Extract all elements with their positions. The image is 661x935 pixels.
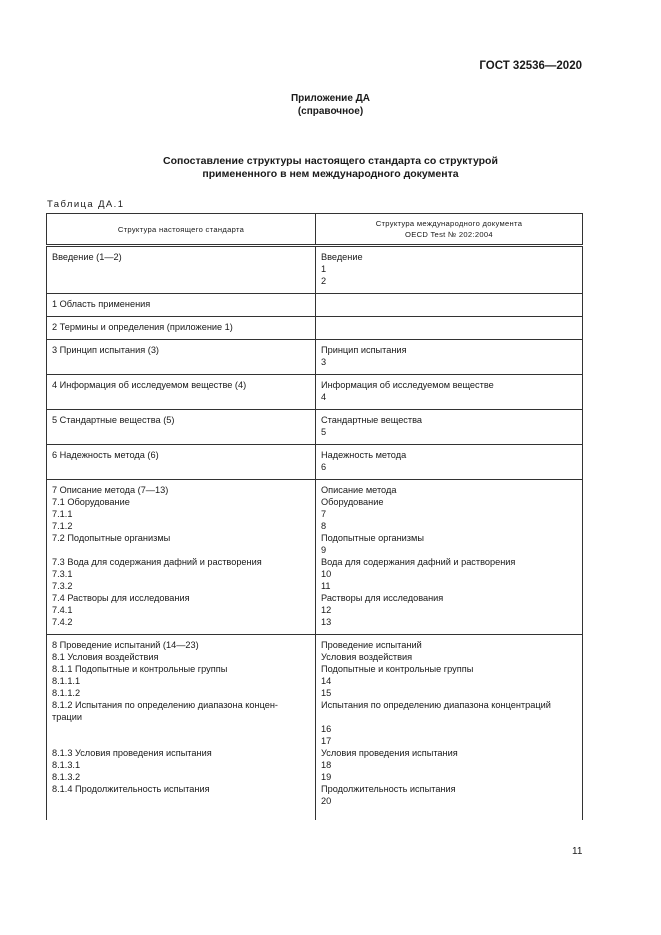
annex-title: Приложение ДА	[290, 93, 371, 104]
cell-line: 1 Область применения	[52, 299, 151, 309]
cell-line: 11	[321, 581, 331, 591]
table-body	[47, 246, 583, 821]
table-cell-left	[47, 294, 316, 317]
cell-line: 6	[321, 462, 327, 472]
table-cell-left	[47, 317, 316, 340]
table-cell-left	[47, 445, 316, 480]
table-cell-left	[47, 635, 316, 821]
table-cell-left	[47, 340, 316, 375]
table-row	[47, 375, 583, 410]
cell-line: Вода для содержания дафний и растворения	[321, 557, 516, 567]
cell-line: Оборудование	[321, 497, 384, 507]
cell-line: 8.1.1.1	[52, 676, 81, 686]
cell-line: 7.1.2	[52, 521, 73, 531]
cell-line: Введение	[321, 252, 363, 262]
cell-line: 7.3.2	[52, 581, 73, 591]
cell-line: 17	[321, 736, 332, 746]
cell-line: 19	[321, 772, 332, 782]
cell-line: 15	[321, 688, 332, 698]
cell-line: 7	[321, 509, 327, 519]
table-row	[47, 340, 583, 375]
cell-line: 8 Проведение испытаний (14—23)	[52, 640, 199, 650]
header-cell-right	[316, 214, 583, 246]
cell-line: 7.1 Оборудование	[52, 497, 130, 507]
cell-line: Растворы для исследования	[321, 593, 444, 603]
annex-subtitle: (справочное)	[297, 106, 364, 117]
cell-line: Условия проведения испытания	[321, 748, 458, 758]
table-cell-right	[316, 294, 583, 317]
table-cell-right	[316, 480, 583, 635]
cell-line: 7.1.1	[52, 509, 73, 519]
cell-line: Условия воздействия	[321, 652, 413, 662]
table-cell-right	[316, 340, 583, 375]
table-cell-right	[316, 410, 583, 445]
cell-line	[52, 544, 310, 556]
cell-line: Испытания по определению диапазона концентраций	[321, 700, 551, 710]
cell-line: 7 Описание метода (7—13)	[52, 485, 169, 495]
cell-line: Описание метода	[321, 485, 397, 495]
table-cell-right	[316, 445, 583, 480]
cell-line: Стандартные вещества	[321, 415, 422, 425]
cell-line: Проведение испытаний	[321, 640, 422, 650]
cell-line	[52, 795, 310, 807]
cell-line: 2	[321, 276, 327, 286]
cell-line: 8.1.3 Условия проведения испытания	[52, 748, 212, 758]
cell-line: 5 Стандартные вещества (5)	[52, 415, 175, 425]
cell-line	[52, 723, 310, 735]
section-title	[0, 155, 661, 181]
table-row	[47, 480, 583, 635]
cell-line: 2 Термины и определения (приложение 1)	[52, 322, 233, 332]
cell-line: Продолжительность испытания	[321, 784, 456, 794]
cell-line: 8	[321, 521, 327, 531]
cell-line: 7.4.1	[52, 605, 73, 615]
header-cell-left: Структура настоящего стандарта	[47, 214, 316, 246]
cell-line: 4	[321, 392, 327, 402]
cell-line	[321, 711, 577, 723]
cell-line: 8.1.4 Продолжительность испытания	[52, 784, 210, 794]
cell-line: 14	[321, 676, 332, 686]
table-row	[47, 294, 583, 317]
cell-line: 7.4.2	[52, 617, 73, 627]
cell-line: 8.1.2 Испытания по определению диапазона концен-	[52, 700, 278, 710]
cell-line: 9	[321, 545, 327, 555]
cell-line: 16	[321, 724, 332, 734]
section-title-line2: примененного в нем международного документа	[202, 168, 459, 180]
table-cell-right	[316, 246, 583, 294]
table-header-row	[47, 214, 583, 246]
comparison-table	[46, 213, 583, 820]
table-cell-left	[47, 246, 316, 294]
cell-line: 8.1 Условия воздействия	[52, 652, 159, 662]
cell-line: 6 Надежность метода (6)	[52, 450, 159, 460]
cell-line: 3 Принцип испытания (3)	[52, 345, 159, 355]
cell-line: 3	[321, 357, 327, 367]
header-right-line1: Структура международного документа	[375, 219, 523, 228]
cell-line: Надежность метода	[321, 450, 407, 460]
cell-line: Подопытные и контрольные группы	[321, 664, 474, 674]
cell-line: 8.1.1 Подопытные и контрольные группы	[52, 664, 228, 674]
cell-line: 12	[321, 605, 332, 615]
cell-line: 20	[321, 796, 332, 806]
section-title-line1: Сопоставление структуры настоящего стандарта со структурой	[163, 155, 498, 167]
cell-line: Информация об исследуемом веществе	[321, 380, 494, 390]
header-right-line2: OECD Test № 202:2004	[405, 230, 493, 239]
cell-line: 8.1.3.1	[52, 760, 81, 770]
cell-line: 10	[321, 569, 332, 579]
cell-line: 8.1.3.2	[52, 772, 81, 782]
table-row	[47, 635, 583, 821]
cell-line: 4 Информация об исследуемом веществе (4)	[52, 380, 247, 390]
cell-line: Принцип испытания	[321, 345, 407, 355]
cell-line: 7.3.1	[52, 569, 73, 579]
table-row	[47, 410, 583, 445]
table-row	[47, 445, 583, 480]
page-number: 11	[572, 846, 583, 857]
cell-line: 1	[321, 264, 327, 274]
table-cell-left	[47, 480, 316, 635]
cell-line: 5	[321, 427, 327, 437]
cell-line: 7.2 Подопытные организмы	[52, 533, 171, 543]
annex-heading	[0, 92, 661, 118]
cell-line: 7.4 Растворы для исследования	[52, 593, 190, 603]
cell-line: 8.1.1.2	[52, 688, 81, 698]
table-cell-left	[47, 375, 316, 410]
cell-line: Введение (1—2)	[52, 252, 122, 262]
document-code: ГОСТ 32536—2020	[479, 60, 582, 72]
table-caption: Таблица ДА.1	[47, 199, 125, 210]
table-cell-right	[316, 635, 583, 821]
cell-line: трации	[52, 712, 82, 722]
table-cell-right	[316, 317, 583, 340]
cell-line: 18	[321, 760, 332, 770]
table-cell-right	[316, 375, 583, 410]
cell-line	[52, 735, 310, 747]
cell-line: Подопытные организмы	[321, 533, 424, 543]
cell-line: 13	[321, 617, 332, 627]
table-row	[47, 246, 583, 294]
table-row	[47, 317, 583, 340]
table-cell-left	[47, 410, 316, 445]
cell-line: 7.3 Вода для содержания дафний и растворения	[52, 557, 262, 567]
